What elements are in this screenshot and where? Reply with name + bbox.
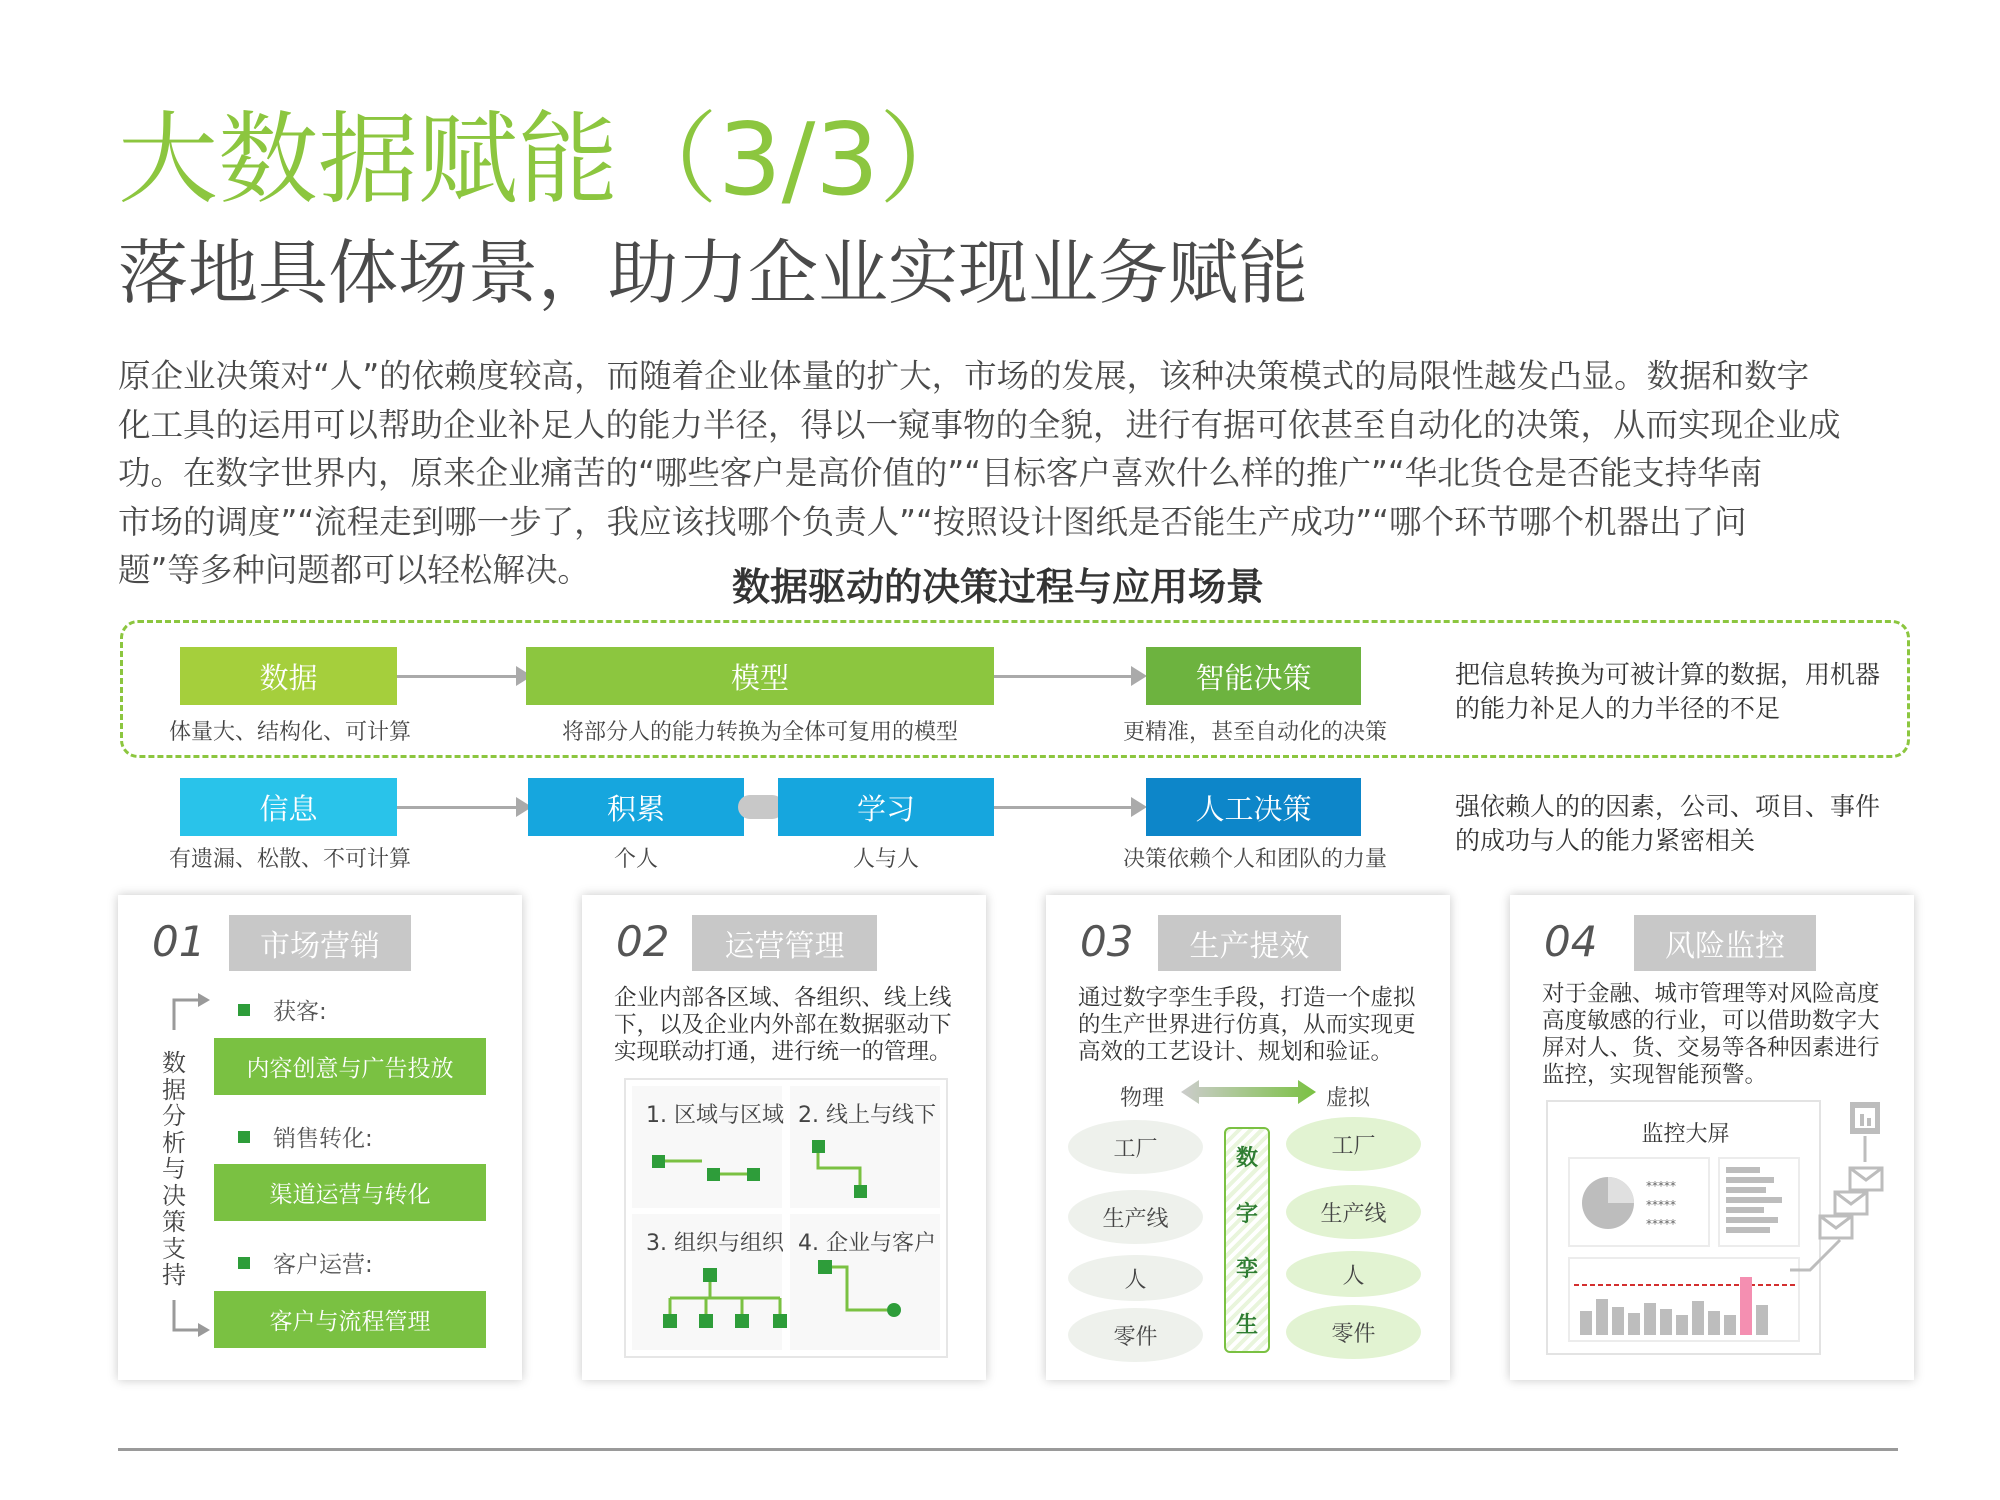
bullet-icon	[238, 1257, 250, 1269]
physical-item: 人	[1068, 1255, 1203, 1301]
top-row-note: 把信息转换为可被计算的数据，用机器的能力补足人的力半径的不足	[1455, 660, 1881, 723]
star-row: *****	[1646, 1179, 1676, 1193]
star-row: *****	[1646, 1217, 1676, 1231]
card-operations	[582, 895, 986, 1380]
page-title: 大数据赋能（3/3）	[118, 101, 979, 218]
item-box: 内容创意与广告投放	[214, 1038, 486, 1095]
double-arrow-icon	[1181, 1077, 1316, 1107]
band-char: 孪	[1235, 1257, 1258, 1283]
column-panel	[1568, 1257, 1800, 1342]
card-risk-monitoring	[1510, 895, 1914, 1380]
card-tag: 生产提效	[1158, 915, 1341, 971]
item-label: 获客:	[273, 999, 327, 1025]
connection-icons	[632, 1130, 942, 1352]
flow-caption: 体量大、结构化、可计算	[168, 720, 411, 745]
band-char: 生	[1235, 1312, 1258, 1338]
bullet-icon	[238, 1004, 250, 1016]
flow-box-model: 模型	[526, 647, 994, 705]
quadrant-label: 2. 线上与线下	[798, 1103, 936, 1128]
intro-line: 功。在数字世界内，原来企业痛苦的“哪些客户是高价值的”“目标客户喜欢什么样的推广”“华北货仓是否能支持华南	[118, 454, 1763, 492]
virtual-heading: 虚拟	[1326, 1086, 1371, 1111]
flow-caption: 个人	[613, 847, 658, 872]
diagram-title: 数据驱动的决策过程与应用场景	[732, 565, 1265, 609]
physical-item: 生产线	[1068, 1190, 1203, 1244]
digital-twin-band	[1224, 1127, 1270, 1353]
flow-caption: 更精准，甚至自动化的决策	[1122, 720, 1387, 745]
flow-caption: 将部分人的能力转换为全体可复用的模型	[561, 720, 958, 745]
bullet-icon	[238, 1131, 250, 1143]
page-subtitle: 落地具体场景，助力企业实现业务赋能	[118, 232, 1308, 314]
item-box: 客户与流程管理	[214, 1291, 486, 1348]
arrow-head	[1131, 666, 1147, 686]
flow-box-learn: 学习	[778, 778, 994, 836]
vertical-label: 数据分析与决策支持	[162, 1049, 186, 1289]
card-description: 通过数字孪生手段，打造一个虚拟的生产世界进行仿真，从而实现更高效的工艺设计、规划和验证。	[1078, 985, 1416, 1065]
flow-caption: 有遗漏、松散、不可计算	[168, 847, 411, 872]
flow-box-smart-decision: 智能决策	[1146, 647, 1361, 705]
arrow-head	[1131, 797, 1147, 817]
item-label: 销售转化:	[273, 1126, 373, 1152]
screen-title: 监控大屏	[1641, 1122, 1730, 1147]
flow-caption: 人与人	[852, 847, 919, 872]
card-number: 02	[616, 917, 670, 966]
flow-caption: 决策依赖个人和团队的力量	[1122, 847, 1387, 872]
flow-box-data: 数据	[180, 647, 397, 705]
physical-item: 工厂	[1068, 1120, 1203, 1174]
band-char: 字	[1235, 1201, 1258, 1227]
physical-heading: 物理	[1120, 1086, 1165, 1111]
flow-box-accumulate: 积累	[528, 778, 744, 836]
intro-line: 原企业决策对“人”的依赖度较高，而随着企业体量的扩大，市场的发展，该种决策模式的局限性越发凸显。数据和数字	[118, 357, 1810, 395]
card-description: 企业内部各区域、各组织、线上线下，以及企业内外部在数据驱动下实现联动打通，进行统一的管理。	[614, 985, 952, 1065]
card-tag: 运营管理	[692, 915, 877, 971]
flow-box-manual-decision: 人工决策	[1146, 778, 1361, 836]
column-chart-icon	[1574, 1263, 1796, 1338]
card-number: 01	[152, 917, 206, 966]
flow-box-info: 信息	[180, 778, 397, 836]
card-description: 对于金融、城市管理等对风险高度高度敏感的行业，可以借助数字大屏对人、货、交易等各种因素进行监控，实现智能预警。	[1542, 981, 1880, 1088]
bottom-row-note: 强依赖人的的因素，公司、项目、事件的成功与人的能力紧密相关	[1455, 792, 1881, 855]
quadrant-label: 3. 组织与组织	[646, 1231, 784, 1256]
item-label: 客户运营:	[273, 1252, 373, 1278]
card-number: 04	[1544, 917, 1598, 966]
card-marketing	[118, 895, 522, 1380]
star-row: *****	[1646, 1198, 1676, 1212]
alert-flow-icons	[1790, 1100, 1910, 1340]
band-char: 数	[1235, 1146, 1258, 1172]
arrow-line	[994, 806, 1134, 809]
intro-line: 市场的调度”“流程走到哪一步了，我应该找哪个负责人”“按照设计图纸是否能生产成功”“哪个环节哪个机器出了问	[118, 502, 1747, 541]
arrow-line	[994, 675, 1134, 678]
footer-divider	[118, 1448, 1898, 1451]
quadrant-label: 4. 企业与客户	[798, 1231, 936, 1256]
item-box: 渠道运营与转化	[214, 1164, 486, 1221]
virtual-item: 零件	[1286, 1305, 1421, 1359]
arrow-line	[397, 806, 519, 809]
star-list	[1646, 1177, 1676, 1234]
physical-item: 零件	[1068, 1308, 1203, 1362]
hbar-chart-icon	[1726, 1167, 1796, 1239]
quadrant-label: 1. 区域与区域	[646, 1103, 784, 1128]
intro-line: 题”等多种问题都可以轻松解决。	[118, 551, 590, 589]
pie-panel	[1568, 1157, 1710, 1247]
quadrant-frame	[624, 1078, 948, 1358]
arrow-line	[397, 675, 519, 678]
intro-line: 化工具的运用可以帮助企业补足人的能力半径，得以一窥事物的全貌，进行有据可依甚至自动化的决策，从而实现企业成	[118, 405, 1841, 444]
hbar-panel	[1718, 1157, 1800, 1247]
virtual-item: 工厂	[1286, 1117, 1421, 1171]
virtual-item: 生产线	[1286, 1185, 1421, 1239]
card-production	[1046, 895, 1450, 1380]
card-tag: 风险监控	[1634, 915, 1816, 971]
card-number: 03	[1080, 917, 1134, 966]
pie-chart-icon	[1578, 1173, 1638, 1233]
virtual-item: 人	[1286, 1251, 1421, 1297]
card-tag: 市场营销	[229, 915, 411, 971]
monitor-screen	[1546, 1100, 1821, 1355]
